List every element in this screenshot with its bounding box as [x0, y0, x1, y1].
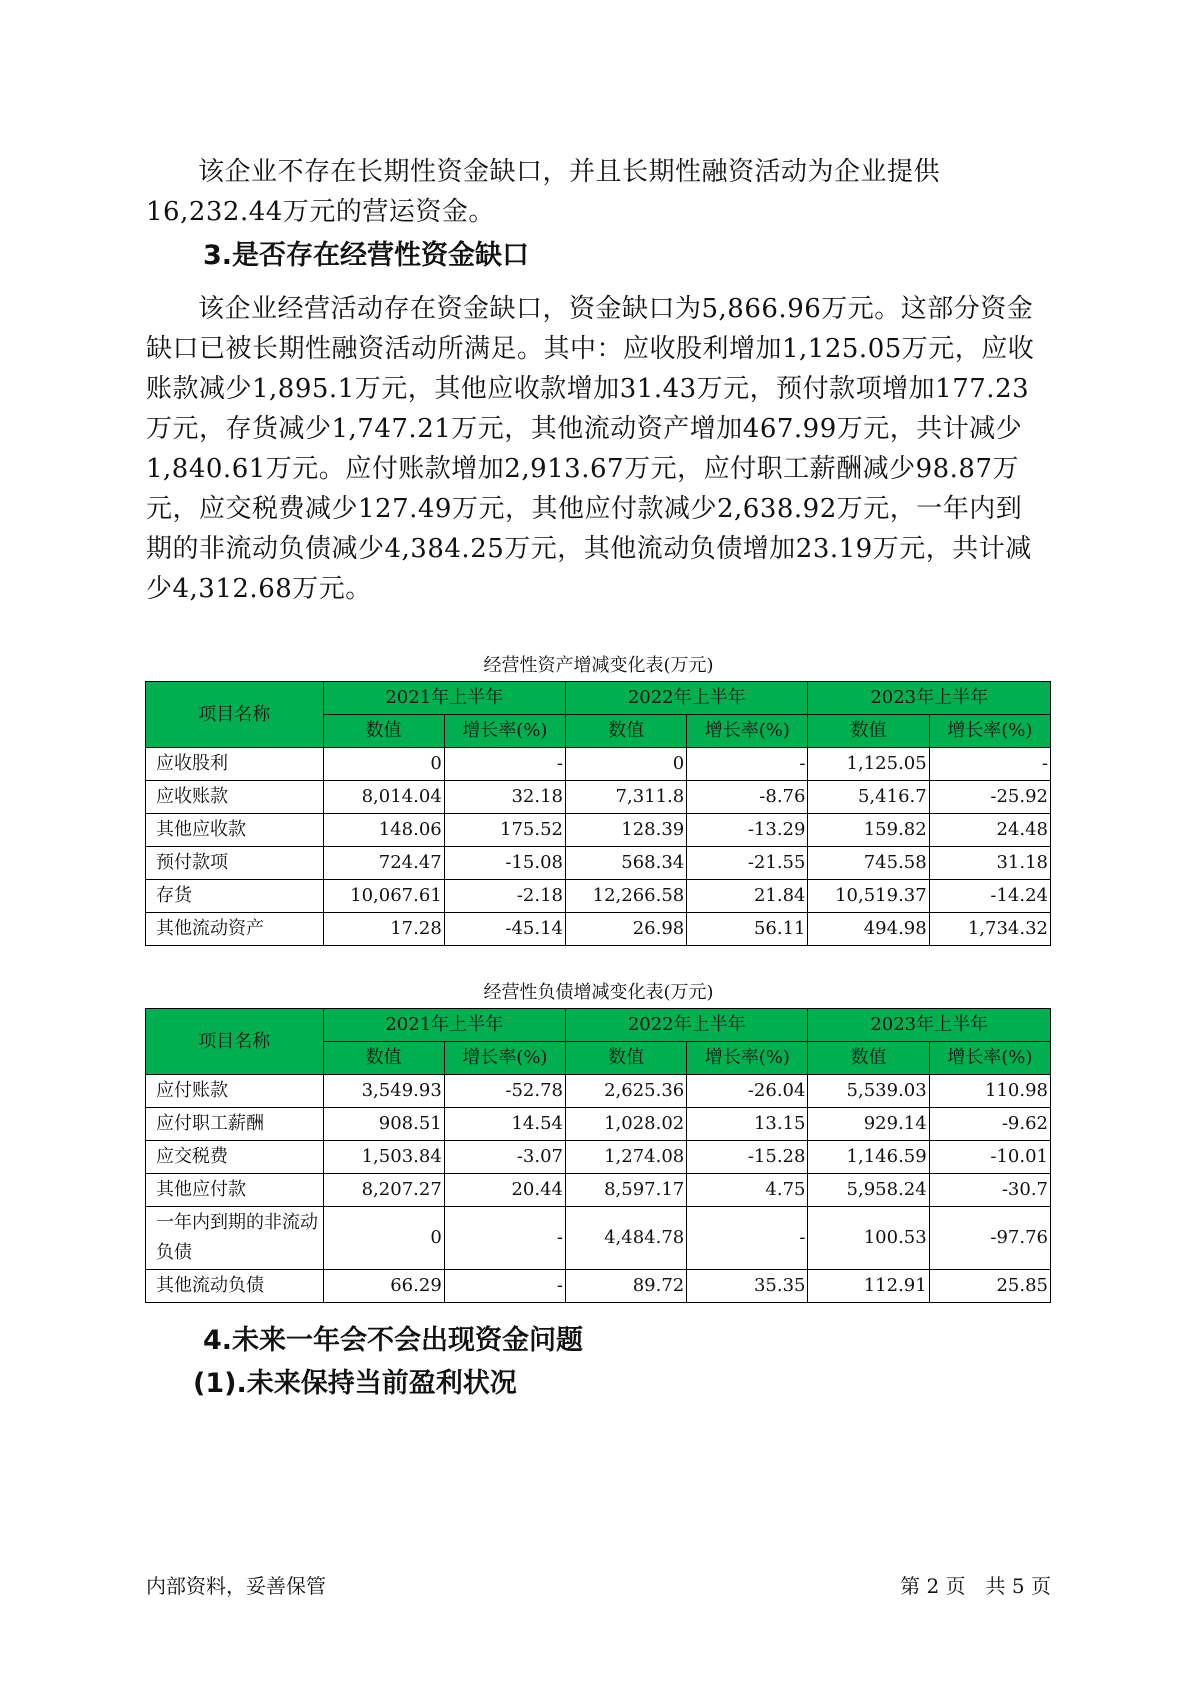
table-cell: 26.98 [566, 913, 687, 946]
row-name: 其他应收款 [146, 814, 324, 847]
table-cell: 494.98 [808, 913, 929, 946]
table-cell: 56.11 [687, 913, 808, 946]
header-sub: 数值 [566, 1042, 687, 1075]
row-name: 应收股利 [146, 748, 324, 781]
table-cell: -3.07 [444, 1141, 565, 1174]
header-sub: 数值 [323, 715, 444, 748]
paragraph-text: 该企业经营活动存在资金缺口，资金缺口为5,866.96万元。这部分资金缺口已被长期性融资活动所满足。其中：应收股利增加1,125.05万元，应收账款减少1,895.1万元，其他应收款增加31.43万元，预付款项增加177.23万元，存货减少1,747.21万元，其他流动资产增加467.99万元，共计减少1,840.61万元。应付账款增加2,913.67万元，应付职工薪酬减少98.87万元，应交税费减少127.49万元，其他应付款减少2,638.92万元，一年内到期的非流动负债减少4,384.25万元，其他流动负债增加23.19万元，共计减少4,312.68万元。 [146, 294, 1035, 604]
table-cell: 8,014.04 [323, 781, 444, 814]
table-cell: 908.51 [323, 1108, 444, 1141]
table-cell: 8,207.27 [323, 1174, 444, 1207]
table-cell: -15.28 [687, 1141, 808, 1174]
table-cell: 148.06 [323, 814, 444, 847]
row-name: 预付款项 [146, 847, 324, 880]
table-cell: 20.44 [444, 1174, 565, 1207]
table-cell: 66.29 [323, 1270, 444, 1303]
paragraph-operating-gap [146, 289, 1046, 609]
table-cell: -13.29 [687, 814, 808, 847]
table-caption-assets: 经营性资产增减变化表(万元) [483, 655, 714, 676]
table-cell: -10.01 [929, 1141, 1050, 1174]
table-header-row [146, 682, 1051, 715]
heading-current-profit: (1).未来保持当前盈利状况 [193, 1368, 517, 1399]
table-cell: 25.85 [929, 1270, 1050, 1303]
table-cell: 0 [323, 748, 444, 781]
row-name: 存货 [146, 880, 324, 913]
header-sub: 增长率(%) [929, 1042, 1050, 1075]
table-cell: 2,625.36 [566, 1075, 687, 1108]
table-cell: -26.04 [687, 1075, 808, 1108]
row-name: 应付账款 [146, 1075, 324, 1108]
row-name: 应收账款 [146, 781, 324, 814]
table-cell: 5,958.24 [808, 1174, 929, 1207]
table-cell: -14.24 [929, 880, 1050, 913]
header-sub: 增长率(%) [444, 715, 565, 748]
table-cell: 89.72 [566, 1270, 687, 1303]
table-cell: 3,549.93 [323, 1075, 444, 1108]
table-cell: - [444, 1207, 565, 1270]
row-name: 其他应付款 [146, 1174, 324, 1207]
table-header-row [146, 1009, 1051, 1042]
footer-page-number: 第 2 页 共 5 页 [900, 1574, 1051, 1598]
header-sub: 数值 [323, 1042, 444, 1075]
table-cell: 1,125.05 [808, 748, 929, 781]
header-sub: 数值 [808, 1042, 929, 1075]
table-cell: -25.92 [929, 781, 1050, 814]
table-cell: 10,067.61 [323, 880, 444, 913]
table-cell: 32.18 [444, 781, 565, 814]
table-row [146, 1075, 1051, 1108]
table-cell: 13.15 [687, 1108, 808, 1141]
table-cell: 1,146.59 [808, 1141, 929, 1174]
table-cell: -8.76 [687, 781, 808, 814]
row-name: 应付职工薪酬 [146, 1108, 324, 1141]
table-cell: 1,274.08 [566, 1141, 687, 1174]
paragraph-long-term-funding [146, 152, 1046, 232]
header-year: 2023年上半年 [808, 682, 1051, 715]
table-cell: 724.47 [323, 847, 444, 880]
heading-operating-gap: 3.是否存在经营性资金缺口 [203, 240, 530, 271]
table-operating-assets [145, 681, 1051, 946]
table-cell: -45.14 [444, 913, 565, 946]
row-name: 其他流动负债 [146, 1270, 324, 1303]
table-cell: 35.35 [687, 1270, 808, 1303]
table-cell: 1,734.32 [929, 913, 1050, 946]
table-cell: - [687, 748, 808, 781]
table-cell: 745.58 [808, 847, 929, 880]
header-year: 2021年上半年 [323, 1009, 565, 1042]
table-row [146, 748, 1051, 781]
header-sub: 数值 [566, 715, 687, 748]
table-cell: 0 [323, 1207, 444, 1270]
table-cell: 4.75 [687, 1174, 808, 1207]
row-name: 应交税费 [146, 1141, 324, 1174]
table-cell: 175.52 [444, 814, 565, 847]
row-name: 一年内到期的非流动负债 [146, 1207, 324, 1270]
table-cell: 14.54 [444, 1108, 565, 1141]
table-cell: 112.91 [808, 1270, 929, 1303]
table-cell: - [444, 748, 565, 781]
table-cell: 24.48 [929, 814, 1050, 847]
header-year: 2021年上半年 [323, 682, 565, 715]
table-cell: 1,028.02 [566, 1108, 687, 1141]
header-year: 2023年上半年 [808, 1009, 1051, 1042]
table-cell: 4,484.78 [566, 1207, 687, 1270]
header-year: 2022年上半年 [566, 682, 808, 715]
table-cell: 7,311.8 [566, 781, 687, 814]
heading-future-funding: 4.未来一年会不会出现资金问题 [203, 1325, 584, 1356]
table-cell: - [929, 748, 1050, 781]
table-row [146, 781, 1051, 814]
header-sub: 增长率(%) [444, 1042, 565, 1075]
row-name: 其他流动资产 [146, 913, 324, 946]
table-cell: - [687, 1207, 808, 1270]
table-caption-liabilities: 经营性负债增减变化表(万元) [483, 982, 714, 1003]
table-cell: - [444, 1270, 565, 1303]
table-cell: -15.08 [444, 847, 565, 880]
table-cell: 568.34 [566, 847, 687, 880]
table-cell: -21.55 [687, 847, 808, 880]
table-cell: 10,519.37 [808, 880, 929, 913]
header-sub: 增长率(%) [687, 715, 808, 748]
table-cell: -30.7 [929, 1174, 1050, 1207]
table-row [146, 913, 1051, 946]
table-row [146, 1108, 1051, 1141]
paragraph-text: 该企业不存在长期性资金缺口，并且长期性融资活动为企业提供16,232.44万元的营运资金。 [146, 157, 941, 227]
table-row [146, 1174, 1051, 1207]
table-cell: -2.18 [444, 880, 565, 913]
header-sub: 增长率(%) [687, 1042, 808, 1075]
table-cell: 5,416.7 [808, 781, 929, 814]
table-row [146, 880, 1051, 913]
table-cell: 8,597.17 [566, 1174, 687, 1207]
table-cell: 17.28 [323, 913, 444, 946]
table-cell: -9.62 [929, 1108, 1050, 1141]
table-row [146, 1270, 1051, 1303]
table-cell: -52.78 [444, 1075, 565, 1108]
table-cell: -97.76 [929, 1207, 1050, 1270]
table-row [146, 1141, 1051, 1174]
table-cell: 110.98 [929, 1075, 1050, 1108]
table-cell: 31.18 [929, 847, 1050, 880]
table-cell: 12,266.58 [566, 880, 687, 913]
table-row [146, 814, 1051, 847]
header-item-name: 项目名称 [146, 1009, 324, 1075]
table-cell: 0 [566, 748, 687, 781]
table-operating-liabilities [145, 1008, 1051, 1303]
table-cell: 21.84 [687, 880, 808, 913]
table-cell: 1,503.84 [323, 1141, 444, 1174]
table-row [146, 1207, 1051, 1270]
table-cell: 100.53 [808, 1207, 929, 1270]
table-cell: 128.39 [566, 814, 687, 847]
header-sub: 数值 [808, 715, 929, 748]
table-cell: 929.14 [808, 1108, 929, 1141]
header-sub: 增长率(%) [929, 715, 1050, 748]
table-row [146, 847, 1051, 880]
footer-confidential: 内部资料，妥善保管 [146, 1574, 326, 1598]
table-cell: 159.82 [808, 814, 929, 847]
header-year: 2022年上半年 [566, 1009, 808, 1042]
header-item-name: 项目名称 [146, 682, 324, 748]
table-cell: 5,539.03 [808, 1075, 929, 1108]
